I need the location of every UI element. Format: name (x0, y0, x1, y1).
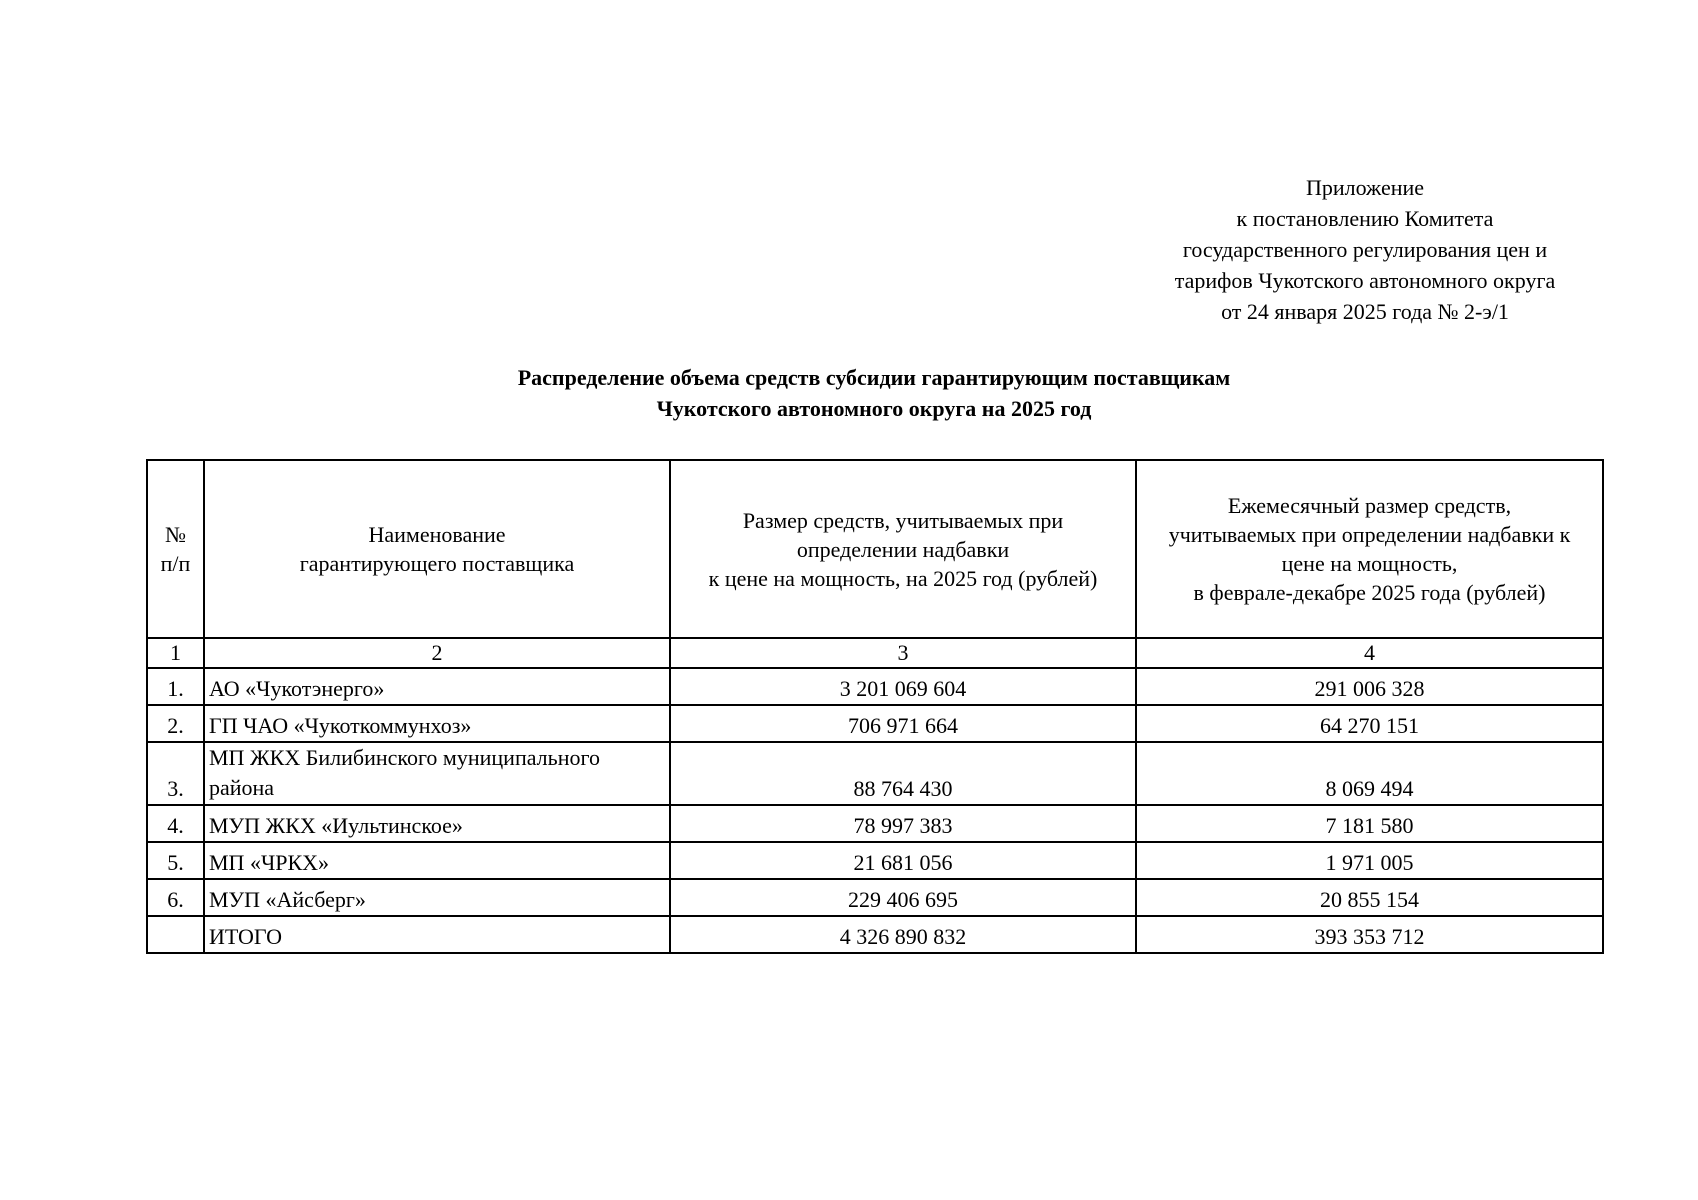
column-number: 1 (147, 638, 204, 668)
appendix-line: тарифов Чукотского автономного округа (1174, 268, 1556, 293)
row-number: 1. (147, 668, 204, 705)
title-line: Чукотского автономного округа на 2025 год (656, 396, 1092, 421)
monthly-amount: 7 181 580 (1136, 805, 1603, 842)
monthly-amount: 1 971 005 (1136, 842, 1603, 879)
supplier-name-line: района (209, 775, 275, 800)
total-annual-amount: 4 326 890 832 (670, 916, 1136, 953)
header-text: в феврале-декабре 2025 года (рублей) (1193, 580, 1546, 605)
table-row (147, 668, 1603, 705)
monthly-amount: 20 855 154 (1136, 879, 1603, 916)
header-text: Размер средств, учитываемых при (742, 507, 1064, 533)
column-number-row (147, 638, 1603, 668)
supplier-name: АО «Чукотэнерго» (204, 668, 670, 705)
annual-amount: 88 764 430 (670, 742, 1136, 805)
row-number: 6. (147, 879, 204, 916)
header-supplier-name (204, 460, 670, 638)
header-text: к цене на мощность, на 2025 год (рублей) (708, 565, 1098, 591)
annual-amount: 3 201 069 604 (670, 668, 1136, 705)
table-row (147, 805, 1603, 842)
subsidy-table (146, 459, 1604, 954)
header-text: цене на мощность, (1281, 551, 1458, 576)
supplier-name: ГП ЧАО «Чукоткоммунхоз» (204, 705, 670, 742)
column-number: 4 (1136, 638, 1603, 668)
header-row (147, 460, 1603, 638)
appendix-line: к постановлению Комитета (1236, 206, 1494, 231)
row-number: 3. (147, 742, 204, 805)
total-row (147, 916, 1603, 953)
header-text: Наименование (368, 522, 506, 547)
row-number: 2. (147, 705, 204, 742)
supplier-name: МП «ЧРКХ» (204, 842, 670, 879)
row-number: 4. (147, 805, 204, 842)
row-number (147, 916, 204, 953)
monthly-amount: 291 006 328 (1136, 668, 1603, 705)
column-number: 2 (204, 638, 670, 668)
column-number: 3 (670, 638, 1136, 668)
table-row (147, 879, 1603, 916)
appendix-line: государственного регулирования цен и (1182, 237, 1548, 262)
annual-amount: 21 681 056 (670, 842, 1136, 879)
header-number (147, 460, 204, 638)
monthly-amount: 8 069 494 (1136, 742, 1603, 805)
table-row (147, 742, 1603, 805)
table-row (147, 842, 1603, 879)
header-text: учитываемых при определении надбавки к (1168, 522, 1571, 547)
title-line: Распределение объема средств субсидии гарантирующим поставщикам (517, 365, 1231, 390)
annual-amount: 78 997 383 (670, 805, 1136, 842)
supplier-name-line: МП ЖКХ Билибинского муниципального (209, 745, 600, 770)
header-text: Ежемесячный размер средств, (1227, 493, 1512, 518)
total-label: ИТОГО (204, 916, 670, 953)
header-annual-amount (670, 460, 1136, 638)
monthly-amount: 64 270 151 (1136, 705, 1603, 742)
appendix-line: от 24 января 2025 года № 2-э/1 (1221, 299, 1509, 324)
supplier-name (204, 742, 670, 805)
header-text: п/п (160, 551, 191, 576)
header-text: № (165, 522, 186, 547)
header-text: определении надбавки (796, 536, 1010, 562)
document-title (146, 362, 1602, 424)
supplier-name: МУП ЖКХ «Иультинское» (204, 805, 670, 842)
table-row (147, 705, 1603, 742)
appendix-block (1130, 172, 1600, 327)
appendix-line: Приложение (1305, 175, 1425, 200)
row-number: 5. (147, 842, 204, 879)
annual-amount: 229 406 695 (670, 879, 1136, 916)
header-monthly-amount (1136, 460, 1603, 638)
total-monthly-amount: 393 353 712 (1136, 916, 1603, 953)
header-text: гарантирующего поставщика (299, 551, 575, 576)
supplier-name: МУП «Айсберг» (204, 879, 670, 916)
annual-amount: 706 971 664 (670, 705, 1136, 742)
